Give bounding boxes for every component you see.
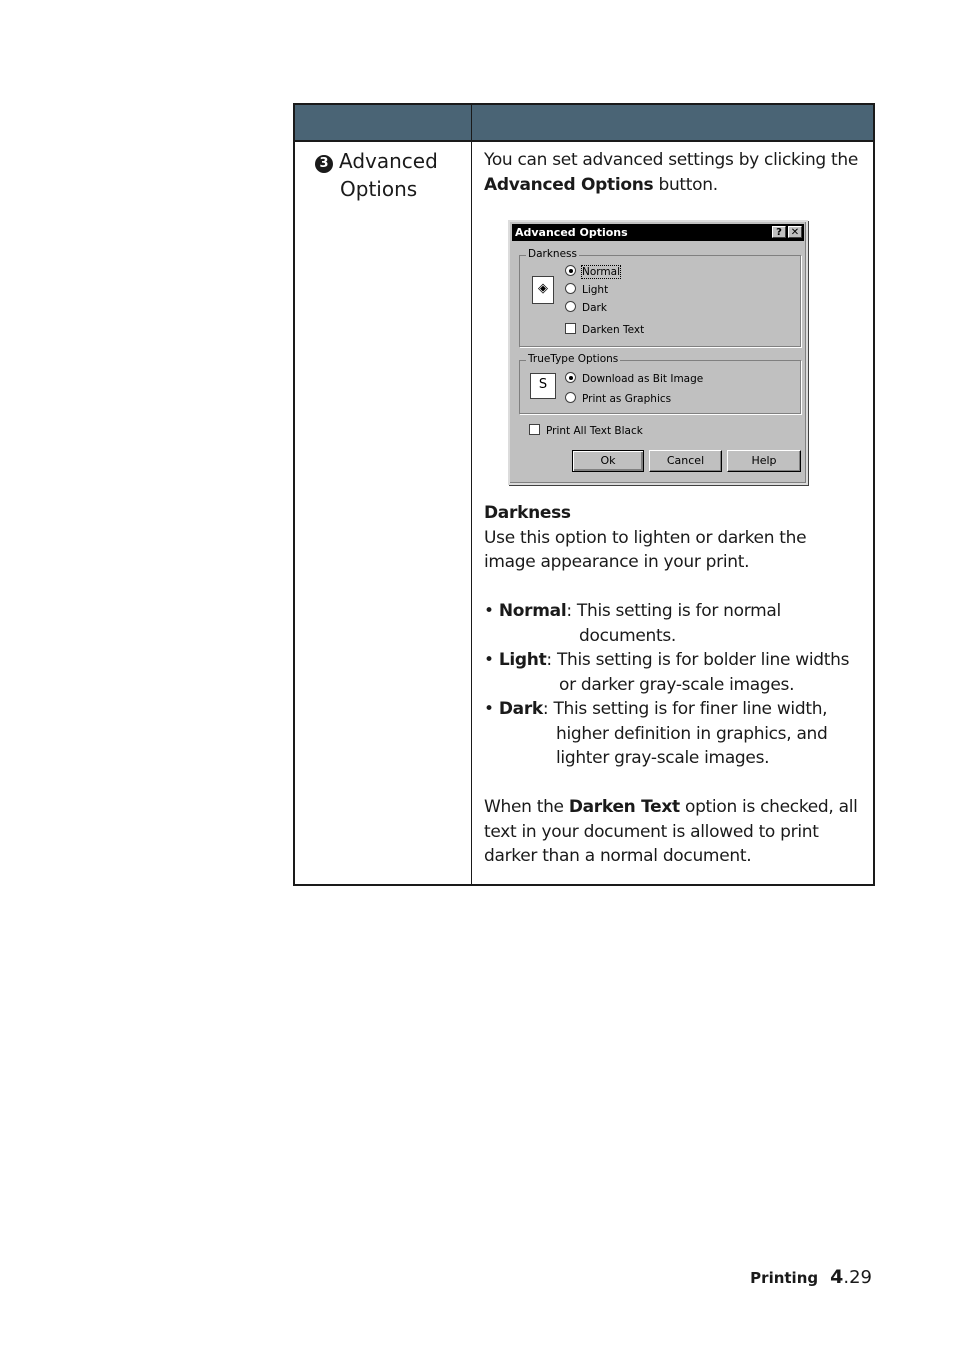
radio-icon [565, 392, 576, 403]
intro-bold: Advanced Options [484, 174, 654, 195]
truetype-icon: S [530, 373, 556, 399]
row-label-line1: Advanced [339, 149, 438, 173]
step-number-badge: 3 [315, 155, 333, 173]
dialog-titlebar [512, 224, 804, 241]
page-footer [750, 1266, 872, 1288]
cancel-button[interactable]: Cancel [649, 450, 722, 472]
bullet-light: • Light: This setting is for bolder line widths [484, 650, 850, 670]
bullet-dark: • Dark: This setting is for finer line width, [484, 699, 828, 719]
print-all-black-checkbox[interactable]: Print All Text Black [529, 424, 643, 438]
help-question-icon[interactable]: ? [772, 226, 786, 238]
column-divider [471, 105, 472, 884]
radio-bit-image[interactable]: Download as Bit Image [565, 372, 703, 386]
advanced-options-dialog [508, 220, 808, 485]
darkness-heading: Darkness [484, 503, 571, 523]
document-icon: ◈ [532, 276, 554, 304]
truetype-group [519, 353, 801, 414]
help-button[interactable]: Help [727, 450, 801, 472]
darkness-group-label: Darkness [528, 248, 577, 260]
radio-dark[interactable]: Dark [565, 301, 607, 315]
bullet-normal: • Normal: This setting is for normal [484, 601, 781, 621]
page-number: 4.29 [830, 1266, 872, 1288]
darkness-group [519, 248, 801, 347]
ok-button[interactable]: Ok [572, 450, 644, 472]
checkbox-icon [565, 323, 576, 334]
intro-paragraph: You can set advanced settings by clicking the Advanced Options button. [484, 150, 859, 195]
radio-light[interactable]: Light [565, 283, 608, 297]
radio-icon [565, 301, 576, 312]
footer-section: Printing [750, 1269, 819, 1287]
description-column [484, 148, 868, 197]
radio-selected-icon [565, 265, 576, 276]
radio-print-graphics[interactable]: Print as Graphics [565, 392, 671, 406]
darkness-section: Darkness Use this option to lighten or darken the image appearance in your print. • Normal: This setting is for normal documents. • Light: This setting is for bolder line widths or darker gray-scale images. • Dark: This setting is for finer line width, higher definition in graphics, and lighter gray-scale images. When the Darken Text option is checked, all text in your document is allowed to print darker than a normal document. [484, 501, 868, 869]
dialog-title: Advanced Options [515, 226, 628, 239]
row-label-line2: Options [340, 177, 418, 201]
radio-normal[interactable]: Normal [565, 265, 620, 279]
truetype-group-label: TrueType Options [528, 353, 619, 365]
radio-selected-icon [565, 372, 576, 383]
darken-text-note: When the Darken Text option is checked, all text in your document is allowed to print darker than a normal document. [484, 797, 858, 866]
checkbox-icon [529, 424, 540, 435]
darken-text-checkbox[interactable]: Darken Text [565, 323, 644, 337]
darkness-desc: Use this option to lighten or darken the image appearance in your print. [484, 527, 807, 572]
close-icon[interactable]: ✕ [788, 226, 802, 238]
radio-icon [565, 283, 576, 294]
table-header [295, 105, 873, 142]
row-label [315, 147, 438, 203]
